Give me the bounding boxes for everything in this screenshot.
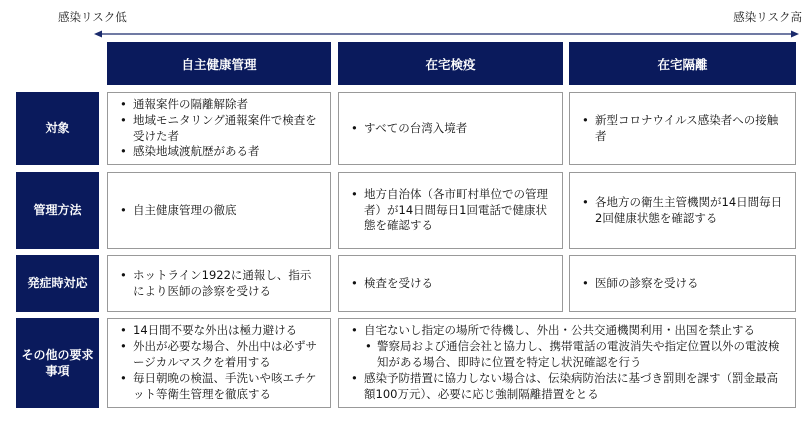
cell-onset-home-quarantine [338, 255, 563, 312]
cell-other-quarantine-isolation [338, 318, 796, 408]
list-item: • 検査を受ける [349, 276, 554, 292]
risk-axis-arrowhead-left [94, 31, 102, 38]
list-sub-item: • 警察局および通信会社と協力し、携帯電話の電波消失や指定位置以外の電波検知がある場合、即時に位置を特定し状況確認を行う [365, 339, 787, 371]
list-item: • 新型コロナウイルス感染者への接触者 [580, 113, 787, 145]
list-item: • 自主健康管理の徹底 [118, 203, 322, 219]
list-item: • 医師の診察を受ける [580, 276, 787, 292]
cell-target-home-quarantine [338, 92, 563, 165]
row-header-other-requirements: その他の要求事項 [16, 318, 99, 408]
cell-method-home-isolation [569, 172, 796, 249]
cell-target-home-isolation [569, 92, 796, 165]
row-header-onset-response: 発症時対応 [16, 255, 99, 312]
list-item: • 毎日朝晩の検温、手洗いや咳エチケット等衛生管理を徹底する [118, 371, 322, 403]
cell-target-self-health [107, 92, 331, 165]
cell-onset-home-isolation [569, 255, 796, 312]
list-item: • 地域モニタリング通報案件で検査を受けた者 [118, 113, 322, 145]
cell-method-self-health [107, 172, 331, 249]
list-item: • 14日間不要な外出は極力避ける [118, 323, 322, 339]
column-header-home-isolation: 在宅隔離 [569, 42, 796, 85]
column-header-self-health-management: 自主健康管理 [107, 42, 331, 85]
list-item: • 感染地域渡航歴がある者 [118, 144, 322, 160]
cell-onset-self-health [107, 255, 331, 312]
risk-high-label: 感染リスク高 [733, 10, 802, 24]
risk-axis-arrowhead-right [791, 31, 799, 38]
list-item: • 地方自治体（各市町村単位での管理者）が14日間毎日1回電話で健康状態を確認する [349, 187, 554, 235]
list-item: • すべての台湾入境者 [349, 121, 554, 137]
risk-low-label: 感染リスク低 [58, 10, 127, 24]
row-header-management-method: 管理方法 [16, 172, 99, 249]
list-item: • 自宅ないし指定の場所で待機し、外出・公共交通機関利用・出国を禁止する [349, 323, 787, 339]
column-header-home-quarantine: 在宅検疫 [338, 42, 563, 85]
cell-method-home-quarantine [338, 172, 563, 249]
row-header-target: 対象 [16, 92, 99, 165]
list-item: • ホットライン1922に通報し、指示により医師の診察を受ける [118, 268, 322, 300]
list-item: • 感染予防措置に協力しない場合は、伝染病防治法に基づき罰則を課す（罰金最高額100万元）、必要に応じ強制隔離措置をとる [349, 371, 787, 403]
list-item: • 各地方の衛生主管機関が14日間毎日2回健康状態を確認する [580, 195, 787, 227]
list-item: • 通報案件の隔離解除者 [118, 97, 322, 113]
cell-other-self-health [107, 318, 331, 408]
list-item: • 外出が必要な場合、外出中は必ずサージカルマスクを着用する [118, 339, 322, 371]
